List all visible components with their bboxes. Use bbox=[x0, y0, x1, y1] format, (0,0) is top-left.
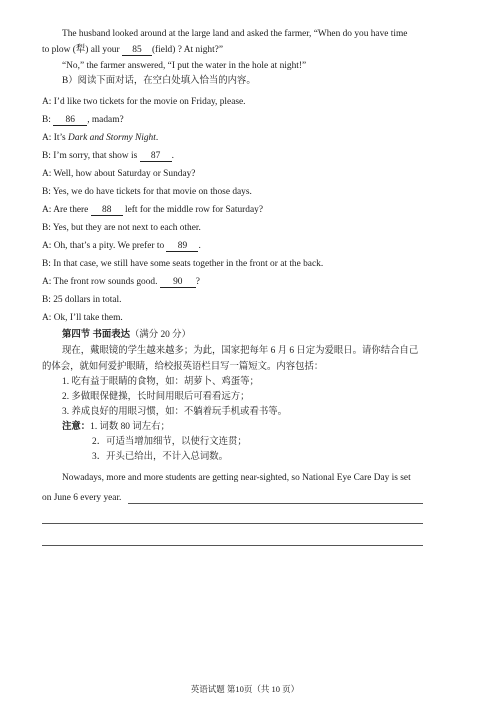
writing-item-2: 2. 多做眼保健操，长时间用眼后可看看远方； bbox=[62, 392, 250, 402]
writing-section-header bbox=[62, 329, 191, 341]
dialogue-b3: B: Yes, we do have tickets for that movie on those days. bbox=[42, 187, 252, 197]
writing-start-1: Nowadays, more and more students are getting near-sighted, so National Eye Care Day is set bbox=[62, 473, 411, 483]
dialogue-a6-suffix: ? bbox=[195, 277, 200, 287]
answer-line-3[interactable] bbox=[42, 545, 423, 546]
blank-85[interactable]: 85 bbox=[122, 45, 152, 56]
page-footer: 英语试题 第10页（共 10 页） bbox=[190, 684, 300, 694]
dialogue-a4 bbox=[42, 204, 263, 216]
section-b-title: B）阅读下面对话，在空白处填入恰当的内容。 bbox=[62, 76, 256, 86]
dialogue-a5 bbox=[42, 240, 201, 252]
writing-item-1: 1. 吃有益于眼睛的食物，如：胡萝卜、鸡蛋等； bbox=[62, 377, 259, 387]
dialogue-a2-prefix: A: It’s bbox=[42, 133, 69, 143]
dialogue-b2 bbox=[42, 150, 174, 162]
dialogue-a4-suffix: left for the middle row for Saturday? bbox=[122, 205, 264, 215]
dialogue-a2-suffix: . bbox=[155, 133, 159, 143]
story-line-3: “No,” the farmer answered, “I put the water in the hole at night!” bbox=[62, 61, 307, 71]
writing-note-2: 2．可适当增加细节，以使行文连贯； bbox=[92, 437, 247, 447]
blank-89[interactable]: 89 bbox=[166, 241, 198, 252]
blank-86[interactable]: 86 bbox=[53, 115, 87, 126]
story-line-1: The husband looked around at the large land and asked the farmer, “When do you have time bbox=[62, 29, 408, 39]
movie-title: Dark and Stormy Night bbox=[68, 133, 156, 143]
answer-line-2[interactable] bbox=[42, 523, 423, 524]
dialogue-a5-suffix: . bbox=[198, 241, 201, 251]
dialogue-a1: A: I’d like two tickets for the movie on Friday, please. bbox=[42, 97, 246, 107]
dialogue-b1 bbox=[42, 114, 124, 126]
answer-line-1[interactable] bbox=[128, 503, 423, 504]
dialogue-a2 bbox=[42, 132, 158, 144]
dialogue-a6-prefix: A: The front row sounds good. bbox=[42, 277, 160, 287]
writing-start-2: on June 6 every year. bbox=[42, 493, 122, 503]
dialogue-b2-suffix: . bbox=[171, 151, 174, 161]
writing-points: （满分 20 分） bbox=[129, 330, 191, 340]
dialogue-a6 bbox=[42, 276, 200, 288]
blank-88[interactable]: 88 bbox=[91, 205, 123, 216]
dialogue-a7: A: Ok, I’ll take them. bbox=[42, 313, 123, 323]
dialogue-b1-suffix: , madam? bbox=[87, 115, 124, 125]
writing-note-1 bbox=[62, 421, 170, 433]
dialogue-a5-prefix: A: Oh, that’s a pity. We prefer to bbox=[42, 241, 167, 251]
story-line-2-text: to plow (犁) all your bbox=[42, 45, 122, 55]
note-1-text: 1. 词数 80 词左右； bbox=[90, 422, 170, 432]
dialogue-b2-prefix: B: I’m sorry, that show is bbox=[42, 151, 140, 161]
blank-90[interactable]: 90 bbox=[160, 277, 196, 288]
dialogue-b6: B: 25 dollars in total. bbox=[42, 295, 122, 305]
blank-87[interactable]: 87 bbox=[140, 151, 172, 162]
writing-note-3: 3．开头已给出，不计入总词数。 bbox=[92, 452, 228, 462]
writing-item-3: 3. 养成良好的用眼习惯，如：不躺着玩手机或看书等。 bbox=[62, 407, 288, 417]
dialogue-b5: B: In that case, we still have some seats together in the front or at the back. bbox=[42, 259, 324, 269]
dialogue-a4-prefix: A: Are there bbox=[42, 205, 91, 215]
story-line-2 bbox=[42, 44, 223, 56]
writing-section-title: 第四节 书面表达 bbox=[62, 330, 130, 340]
writing-intro-2: 的体会，就如何爱护眼睛，给校报英语栏目写一篇短文。内容包括： bbox=[42, 362, 324, 372]
dialogue-a3: A: Well, how about Saturday or Sunday? bbox=[42, 169, 196, 179]
dialogue-b1-prefix: B: bbox=[42, 115, 54, 125]
note-label: 注意： bbox=[62, 422, 91, 432]
writing-intro-1: 现在，戴眼镜的学生越来越多；为此，国家把每年 6 月 6 日定为爱眼日。请你结合自己 bbox=[62, 346, 419, 356]
dialogue-b4: B: Yes, but they are not next to each other. bbox=[42, 223, 201, 233]
story-line-2-end: (field) ? At night?” bbox=[151, 45, 224, 55]
